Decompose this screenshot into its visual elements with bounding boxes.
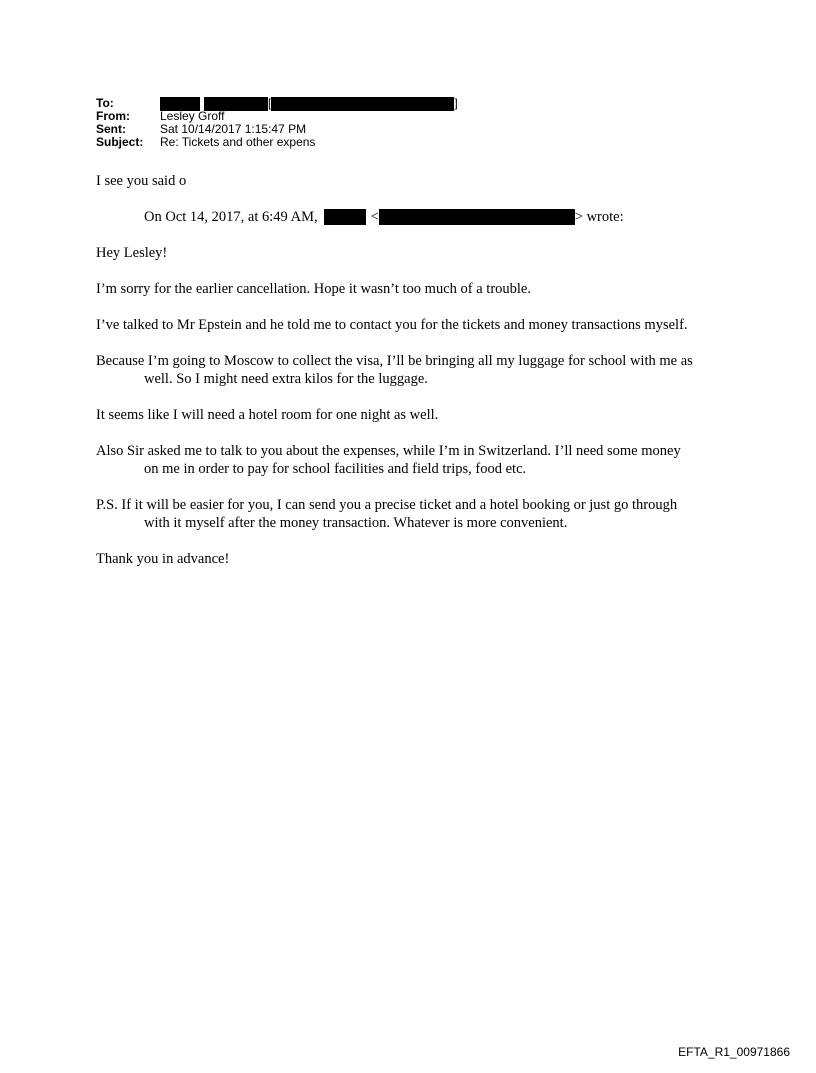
- to-row: [96, 97, 458, 110]
- paragraph-expenses: Also Sir asked me to talk to you about the expenses, while I’m in Switzerland. I’ll need some money on me in order to pay for school facilities and field trips, food etc.: [96, 443, 681, 477]
- redacted-block: [379, 209, 575, 225]
- email-body: [96, 172, 696, 586]
- quote-suffix: > wrote:: [574, 209, 624, 225]
- subject-value: Re: Tickets and other expens: [160, 135, 316, 149]
- redacted-block: [324, 209, 366, 225]
- reply-text: I see you said o: [96, 173, 187, 189]
- quote-lt: <: [370, 209, 379, 225]
- paragraph-greeting: Hey Lesley!: [96, 245, 168, 261]
- to-open-bracket: [: [268, 96, 272, 110]
- document-id: EFTA_R1_00971866: [678, 1045, 790, 1059]
- redacted-block: [271, 97, 454, 111]
- subject-row: [96, 136, 458, 149]
- from-label: From:: [96, 109, 130, 123]
- quote-attribution: [96, 208, 696, 226]
- quote-prefix: On Oct 14, 2017, at 6:49 AM,: [144, 209, 318, 225]
- to-label: To:: [96, 96, 114, 110]
- sent-label: Sent:: [96, 122, 126, 136]
- email-header: [96, 97, 458, 149]
- to-close-bracket: ]: [454, 96, 458, 110]
- paragraph-hotel: It seems like I will need a hotel room for one night as well.: [96, 407, 439, 423]
- sent-value: Sat 10/14/2017 1:15:47 PM: [160, 122, 307, 136]
- paragraph-luggage: Because I’m going to Moscow to collect the visa, I’ll be bringing all my luggage for school with me as well. So I might need extra kilos for the luggage.: [96, 353, 693, 387]
- from-value: Lesley Groff: [160, 109, 225, 123]
- subject-label: Subject:: [96, 135, 144, 149]
- paragraph-apology: I’m sorry for the earlier cancellation. Hope it wasn’t too much of a trouble.: [96, 281, 531, 297]
- paragraph-ps: P.S. If it will be easier for you, I can send you a precise ticket and a hotel booking or just go through with it myself after the money transaction. Whatever is more convenient.: [96, 497, 678, 531]
- paragraph-thanks: Thank you in advance!: [96, 551, 230, 567]
- paragraph-tickets: I’ve talked to Mr Epstein and he told me to contact you for the tickets and money transactions myself.: [96, 317, 688, 333]
